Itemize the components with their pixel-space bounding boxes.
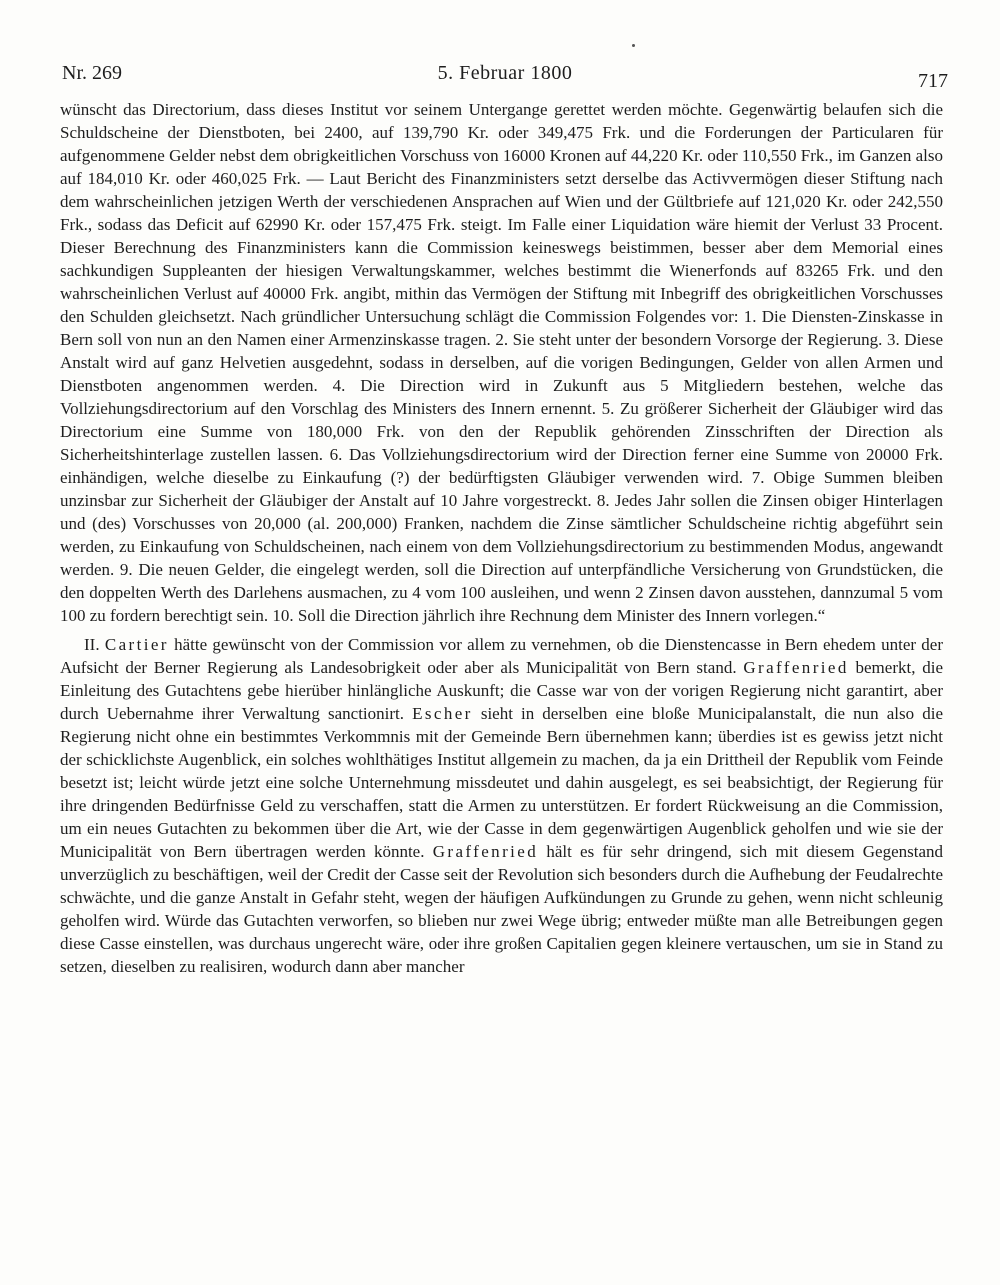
debate-text: hätte gewünscht von der Commission vor allem zu vernehmen, ob die Dienstencasse in Bern ehedem unter der Aufsicht der Berner Regierung als Landesobrigkeit oder aber als Municipalität von Bern stand. [60,635,944,677]
page-number: 717 [918,70,948,92]
document-number: Nr. 269 [62,62,122,84]
page-header [62,62,948,90]
header-date: 5. Februar 1800 [437,62,573,84]
section-numeral: II. [84,635,100,654]
debate-text: hält es für sehr dringend, sich mit diesem Gegenstand unverzüglich zu beschäftigen, weil der Credit der Casse seit der Revolution sich besonders durch die Aufhebung der Feudalrechte schwächte, und die ganze Anstalt in Gefahr steht, wegen der häufigen Aufkündungen zu Grunde zu gehen, wenn nicht schleunig geholfen wird. Würde das Gutachten verworfen, so blieben nur zwei Wege übrig; entweder müßte man alle Betreibungen gegen diese Casse einstellen, was durchaus ungerecht wäre, oder ihre großen Capitalien gegen kleinere vertauschen, um sie in Stand zu setzen, dieselben zu realisiren, wodurch dann aber mancher [60,842,944,976]
body-text [60,98,943,978]
speaker-name: Graffenried [432,842,539,861]
debate-text: sieht in derselben eine bloße Municipalanstalt, die nun also die Regierung nicht ohne ein bestimmtes Verkommnis mit der Gemeinde Bern übernehmen kann; überdies ist es gewiss jetzt nicht der schicklichste Augenblick, ein solches wohlthätiges Institut allgemein zu machen, da ja ein Drittheil der Republik vom Feinde besetzt ist; leicht würde jetzt eine solche Unternehmung missdeutet und dahin ausgelegt, es sei beabsichtigt, der Regierung für ihre dringenden Bedürfnisse Geld zu verschaffen, statt die Armen zu unterstützen. Er fordert Rückweisung an die Commission, um ein neues Gutachten zu bekommen über die Art, wie der Casse in dem gegenwärtigen Augenblick geholfen und wie sie der Municipalität von Bern übertragen werden könnte. [60,704,943,861]
paragraph-debate [60,633,943,978]
speaker-name: Escher [412,704,473,723]
speaker-name: Cartier [104,635,169,654]
debate-text: bemerkt, die Einleitung des Gutachtens gebe hierüber hinlängliche Auskunft; die Casse war von der vorigen Regierung nicht garantirt, aber durch Uebernahme ihrer Verwaltung sanctionirt. [60,658,944,723]
speaker-name: Graffenried [743,658,849,677]
speck-mark [632,44,635,47]
paragraph-commission-proposal: wünscht das Directorium, dass dieses Institut vor seinem Untergange gerettet werden möchte. Gegenwärtig belaufen sich die Schuldscheine der Dienstboten, bei 2400, auf 139,790 Kr. oder 349,475 Frk. und die Forderungen der Particularen für aufgenommene Gelder nebst dem obrigkeitlichen Vorschuss von 16000 Kronen auf 44,220 Kr. oder 110,550 Frk., im Ganzen also auf 184,010 Kr. oder 460,025 Frk. — Laut Bericht des Finanzministers setzt derselbe das Activvermögen dieser Stiftung nach dem wahrscheinlichen jetzigen Werth der verschiedenen Ansprachen auf Wien und der Gültbriefe auf 121,020 Kr. oder 242,550 Frk., sodass das Deficit auf 62990 Kr. oder 157,475 Frk. steigt. Im Falle einer Liquidation wäre hiemit der Verlust 33 Procent. Dieser Berechnung des Finanzministers kann die Commission keineswegs beistimmen, besser aber dem Memorial eines sachkundigen Suppleanten der hiesigen Verwaltungskammer, welches bestimmt die Wienerfonds auf 83265 Frk. und den wahrscheinlichen Verlust auf 40000 Frk. angibt, mithin das Vermögen der Stiftung mit Inbegriff des obrigkeitlichen Vorschusses den Schulden gleichsetzt. Nach gründlicher Untersuchung schlägt die Commission Folgendes vor: 1. Die Diensten-Zinskasse in Bern soll von nun an den Namen einer Armenzinskasse tragen. 2. Sie steht unter der besondern Vorsorge der Regierung. 3. Diese Anstalt wird auf ganz Helvetien ausgedehnt, sodass in derselben, auf die vorigen Bedingungen, Gelder von allen Armen und Dienstboten angenommen werden. 4. Die Direction wird in Zukunft aus 5 Mitgliedern bestehen, welche das Vollziehungsdirectorium auf den Vorschlag des Ministers des Innern ernennt. 5. Zu größerer Sicherheit der Gläubiger wird das Directorium eine Summe von 180,000 Frk. von den der Republik gehörenden Zinsschriften der Direction als Sicherheitshinterlage zustellen lassen. 6. Das Vollziehungsdirectorium wird der Direction ferner eine Summe von 20000 Frk. einhändigen, welche dieselbe zu Einkaufung (?) der bedürftigsten Gläubiger verwenden wird. 7. Obige Summen bleiben unzinsbar zur Sicherheit der Gläubiger der Anstalt auf 10 Jahre vorgestreckt. 8. Jedes Jahr sollen die Zinsen obiger Hinterlagen und (des) Vorschusses von 20,000 (al. 200,000) Franken, nachdem die Zinse sämtlicher Schuldscheine richtig abgeführt sein werden, zu Einkaufung von Schuldscheinen, nach einem von dem Vollziehungsdirectorium zu bestimmenden Modus, angewandt werden. 9. Die neuen Gelder, die eingelegt werden, soll die Direction auf unterpfändliche Versicherung von Grundstücken, die den doppelten Werth des Darlehens ausmachen, zu 4 vom 100 ausleihen, und wenn 2 Zinsen davon ausstehen, dannzumal 5 vom 100 zu fordern berechtigt sein. 10. Soll die Direction jährlich ihre Rechnung dem Minister des Innern vorlegen.“ [60,100,943,625]
